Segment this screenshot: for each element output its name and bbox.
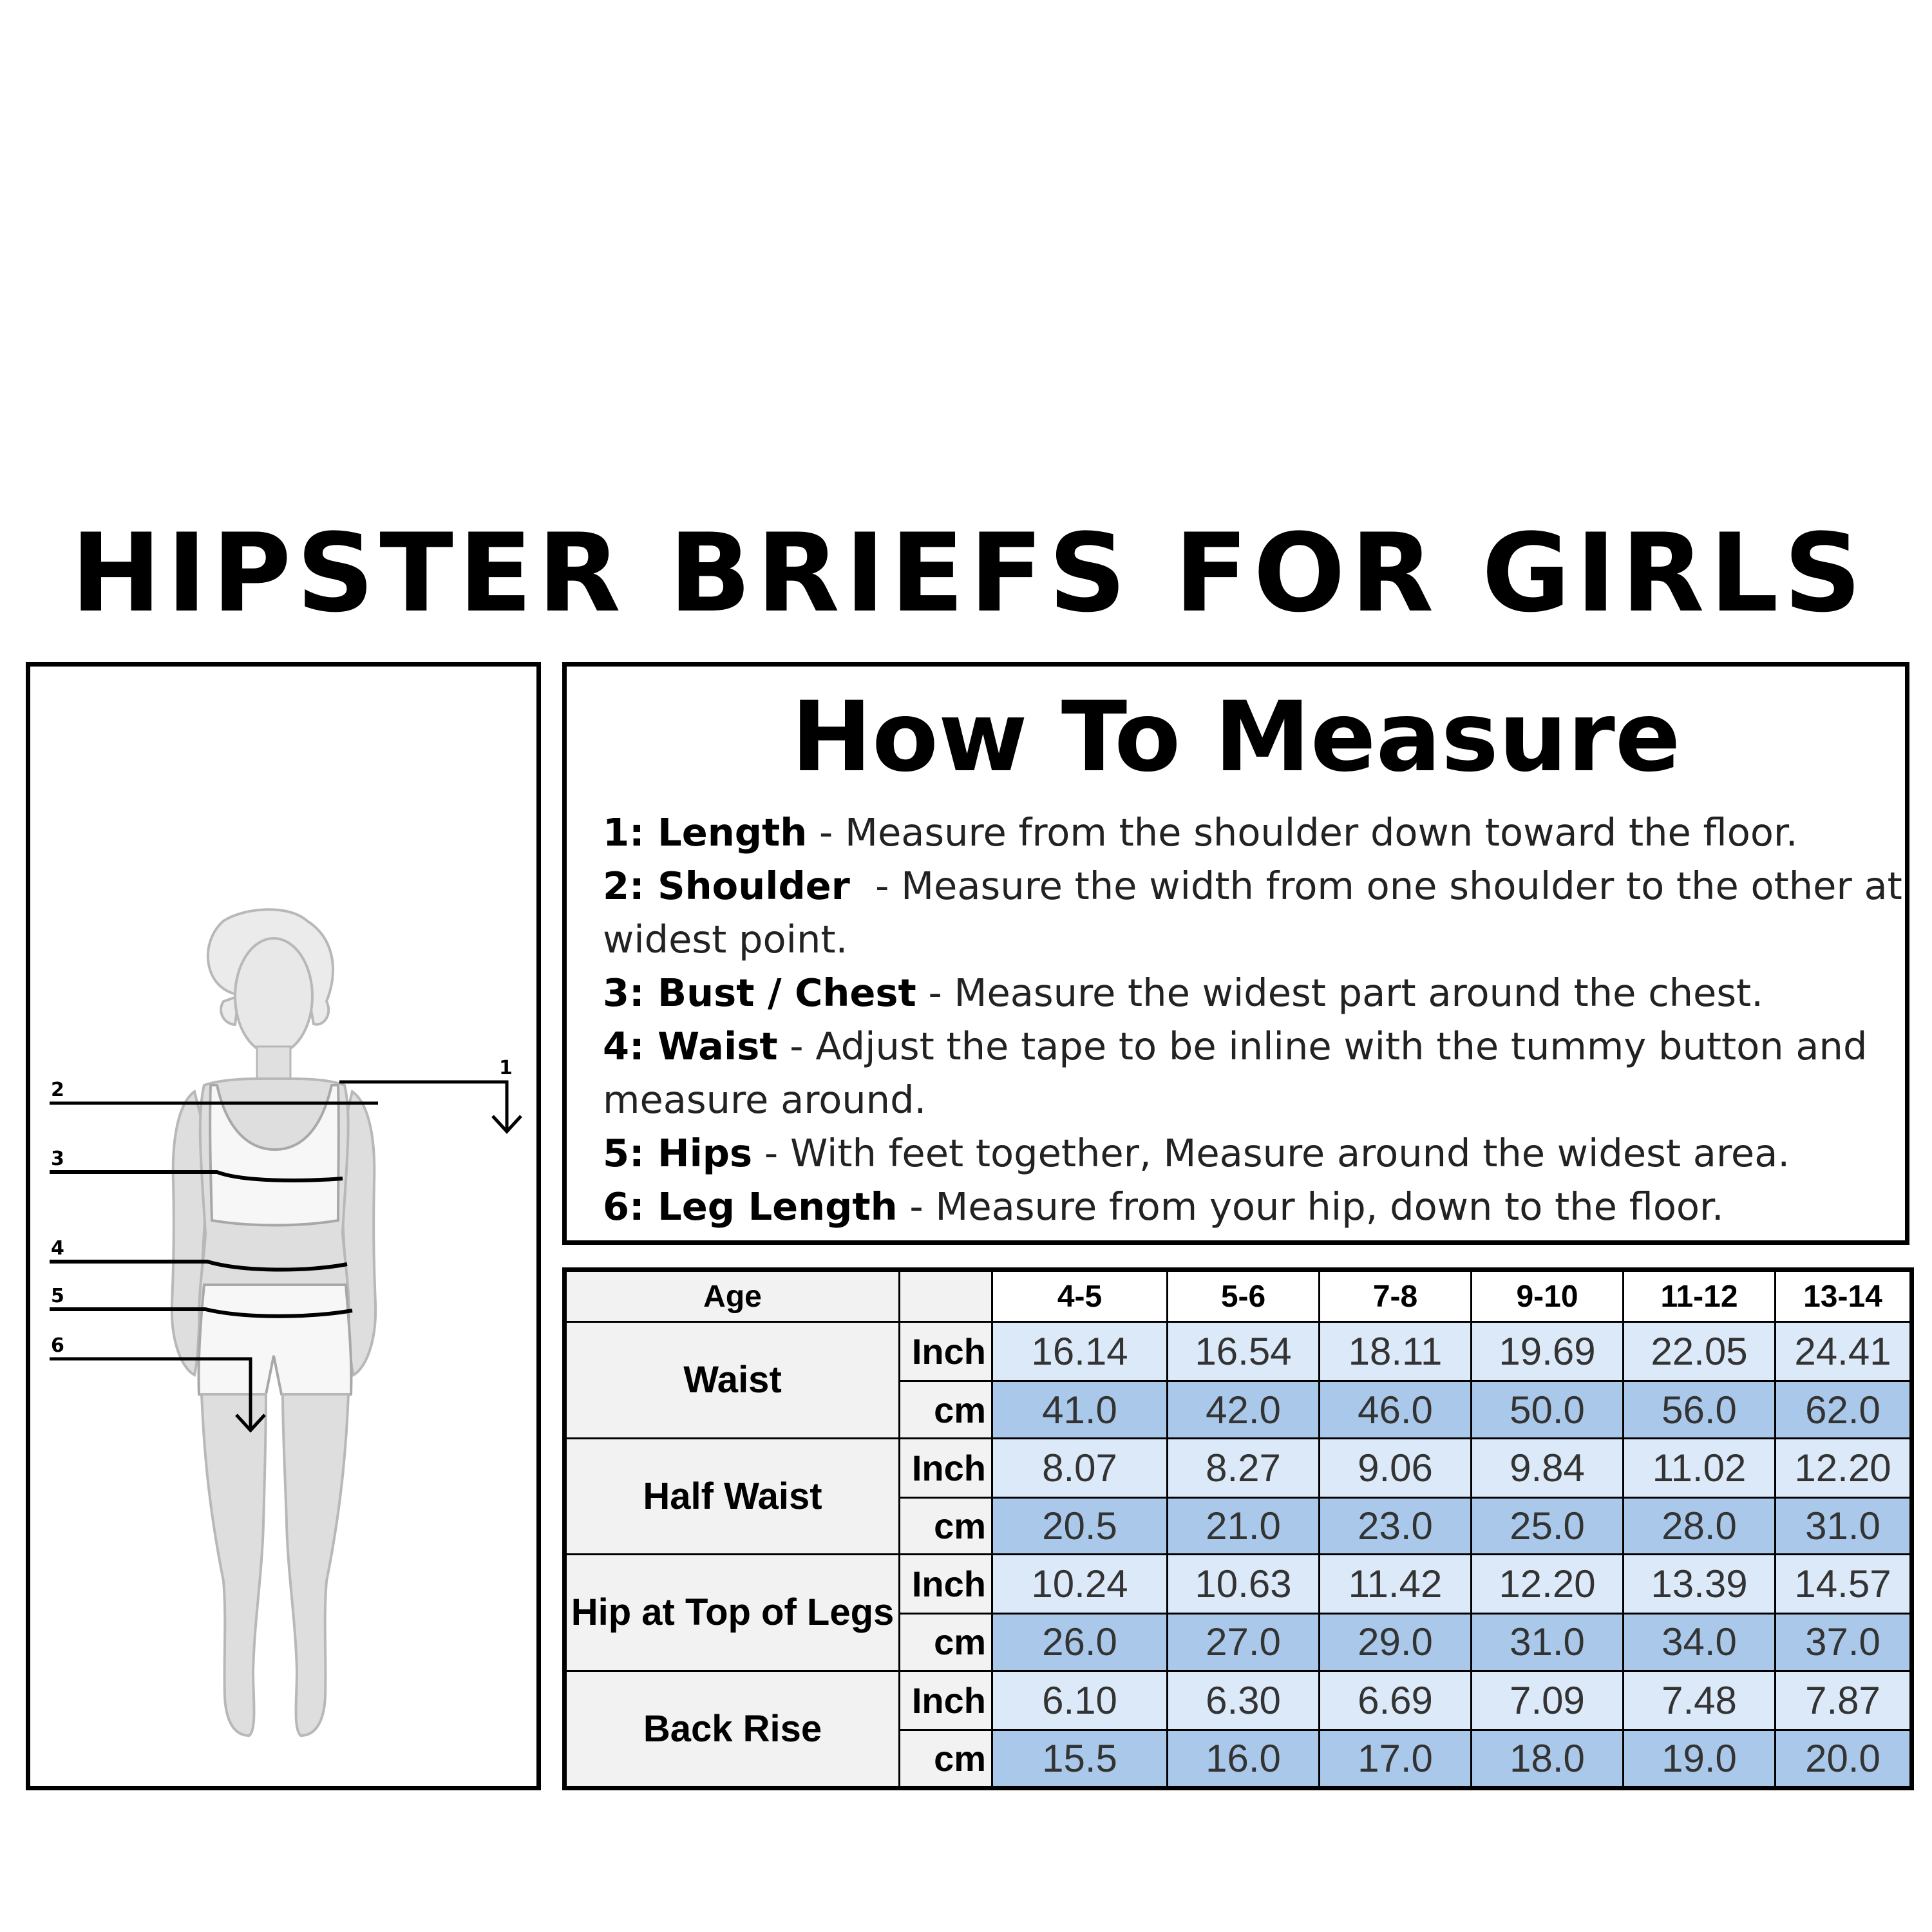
- step-text: - Measure the widest part around the chest.: [916, 971, 1763, 1015]
- table-row: [565, 1671, 1912, 1730]
- step-text: - Measure the width from one shoulder to the other at widest point.: [603, 864, 1902, 961]
- value-cell: 16.0: [1168, 1730, 1320, 1788]
- unit-cell: Inch: [900, 1322, 992, 1381]
- step-hips: [603, 1126, 1904, 1180]
- table-row: [565, 1438, 1912, 1497]
- label-4: 4: [51, 1237, 64, 1260]
- value-cell: 18.11: [1320, 1322, 1472, 1381]
- step-length: [603, 806, 1904, 859]
- step-label: 1: Length: [603, 810, 808, 855]
- value-cell: 8.07: [992, 1438, 1168, 1497]
- label-1: 1: [499, 1057, 513, 1079]
- step-shoulder: [603, 859, 1904, 966]
- age-header: Age: [565, 1270, 900, 1322]
- how-to-measure-title: How To Measure: [791, 681, 1681, 793]
- value-cell: 41.0: [992, 1381, 1168, 1438]
- measure-name-cell: Hip at Top of Legs: [565, 1555, 900, 1671]
- age-column-header: 11-12: [1624, 1270, 1776, 1322]
- how-to-measure-panel: [562, 662, 1909, 1245]
- value-cell: 6.69: [1320, 1671, 1472, 1730]
- value-cell: 34.0: [1624, 1614, 1776, 1671]
- value-cell: 7.48: [1624, 1671, 1776, 1730]
- value-cell: 9.06: [1320, 1438, 1472, 1497]
- value-cell: 46.0: [1320, 1381, 1472, 1438]
- unit-cell: cm: [900, 1497, 992, 1554]
- table-header-row: [565, 1270, 1912, 1322]
- label-6: 6: [51, 1334, 64, 1357]
- age-column-header: 7-8: [1320, 1270, 1472, 1322]
- step-text: - Measure from your hip, down to the floor.: [897, 1184, 1724, 1229]
- step-text: - Measure from the shoulder down toward the floor.: [807, 810, 1798, 855]
- age-column-header: 5-6: [1168, 1270, 1320, 1322]
- value-cell: 31.0: [1776, 1497, 1912, 1554]
- value-cell: 12.20: [1472, 1555, 1624, 1614]
- value-cell: 13.39: [1624, 1555, 1776, 1614]
- unit-cell: cm: [900, 1614, 992, 1671]
- size-chart-table: [562, 1267, 1914, 1790]
- unit-cell: Inch: [900, 1555, 992, 1614]
- child-body-figure: [30, 667, 536, 1786]
- value-cell: 18.0: [1472, 1730, 1624, 1788]
- value-cell: 21.0: [1168, 1497, 1320, 1554]
- value-cell: 19.0: [1624, 1730, 1776, 1788]
- step-text: - Adjust the tape to be inline with the tummy button and measure around.: [603, 1024, 1868, 1122]
- step-bust-chest: [603, 966, 1904, 1019]
- value-cell: 19.69: [1472, 1322, 1624, 1381]
- step-leg-length: [603, 1180, 1904, 1233]
- neck-shape: [257, 1046, 290, 1082]
- value-cell: 11.02: [1624, 1438, 1776, 1497]
- unit-cell: cm: [900, 1730, 992, 1788]
- unit-cell: Inch: [900, 1671, 992, 1730]
- label-5: 5: [51, 1285, 64, 1307]
- value-cell: 28.0: [1624, 1497, 1776, 1554]
- value-cell: 17.0: [1320, 1730, 1472, 1788]
- measure-steps-list: [603, 806, 1904, 1233]
- value-cell: 9.84: [1472, 1438, 1624, 1497]
- value-cell: 24.41: [1776, 1322, 1912, 1381]
- left-leg-shape: [202, 1394, 266, 1736]
- page-title: HIPSTER BRIEFS FOR GIRLS: [71, 510, 1867, 636]
- value-cell: 11.42: [1320, 1555, 1472, 1614]
- value-cell: 26.0: [992, 1614, 1168, 1671]
- value-cell: 23.0: [1320, 1497, 1472, 1554]
- step-label: 5: Hips: [603, 1131, 753, 1175]
- value-cell: 27.0: [1168, 1614, 1320, 1671]
- unit-cell: cm: [900, 1381, 992, 1438]
- value-cell: 10.63: [1168, 1555, 1320, 1614]
- measure-name-cell: Half Waist: [565, 1438, 900, 1554]
- age-column-header: 9-10: [1472, 1270, 1624, 1322]
- value-cell: 8.27: [1168, 1438, 1320, 1497]
- right-leg-shape: [283, 1394, 348, 1736]
- age-column-header: 13-14: [1776, 1270, 1912, 1322]
- unit-header: [900, 1270, 992, 1322]
- step-waist: [603, 1019, 1904, 1126]
- label-2: 2: [51, 1079, 64, 1101]
- value-cell: 16.14: [992, 1322, 1168, 1381]
- value-cell: 22.05: [1624, 1322, 1776, 1381]
- briefs-shape: [198, 1285, 351, 1399]
- table-row: [565, 1555, 1912, 1614]
- value-cell: 20.5: [992, 1497, 1168, 1554]
- value-cell: 62.0: [1776, 1381, 1912, 1438]
- value-cell: 6.30: [1168, 1671, 1320, 1730]
- step-label: 6: Leg Length: [603, 1184, 898, 1229]
- head-shape: [235, 938, 312, 1054]
- label-3: 3: [51, 1148, 64, 1170]
- measure-name-cell: Waist: [565, 1322, 900, 1438]
- value-cell: 29.0: [1320, 1614, 1472, 1671]
- age-column-header: 4-5: [992, 1270, 1168, 1322]
- step-label: 2: Shoulder: [603, 864, 864, 908]
- value-cell: 7.87: [1776, 1671, 1912, 1730]
- value-cell: 42.0: [1168, 1381, 1320, 1438]
- value-cell: 10.24: [992, 1555, 1168, 1614]
- value-cell: 56.0: [1624, 1381, 1776, 1438]
- value-cell: 12.20: [1776, 1438, 1912, 1497]
- value-cell: 20.0: [1776, 1730, 1912, 1788]
- step-label: 3: Bust / Chest: [603, 971, 916, 1015]
- value-cell: 37.0: [1776, 1614, 1912, 1671]
- value-cell: 15.5: [992, 1730, 1168, 1788]
- value-cell: 16.54: [1168, 1322, 1320, 1381]
- value-cell: 6.10: [992, 1671, 1168, 1730]
- value-cell: 25.0: [1472, 1497, 1624, 1554]
- step-label: 4: Waist: [603, 1024, 778, 1068]
- value-cell: 50.0: [1472, 1381, 1624, 1438]
- value-cell: 14.57: [1776, 1555, 1912, 1614]
- step-text: - With feet together, Measure around the widest area.: [752, 1131, 1790, 1175]
- value-cell: 31.0: [1472, 1614, 1624, 1671]
- table-row: [565, 1322, 1912, 1381]
- value-cell: 7.09: [1472, 1671, 1624, 1730]
- measure-name-cell: Back Rise: [565, 1671, 900, 1788]
- measurement-figure-panel: [26, 662, 541, 1790]
- unit-cell: Inch: [900, 1438, 992, 1497]
